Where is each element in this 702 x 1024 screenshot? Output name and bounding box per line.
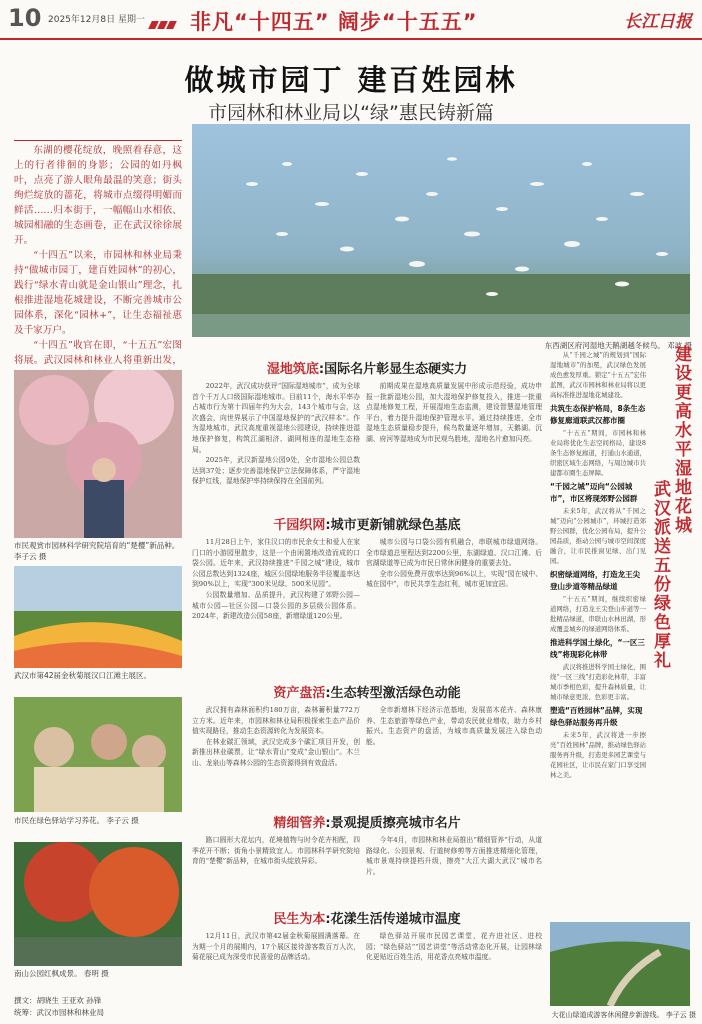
article-title: 做城市园丁 建百姓园林: [184, 63, 518, 97]
section-body-parks-cont: 城市公园与口袋公园有机融合，串联城市绿道网络。全市绿道总里程达到2200公里，东湖绿道、汉口江滩、后官湖绿道等已成为市民日常休闲健身的重要去处。 全市公园免费开放率达到96%以上，实现“园在城中、城在园中”，市民共享生态红利，城市更加宜居。: [366, 538, 542, 589]
section-body-livelihood: 12月11日，武汉市第42届金秋菊展圆满落幕。在为期一个月的展期内，17个展区接待游客数百万人次，菊花展已成为深受市民喜爱的品牌活动。: [192, 932, 360, 962]
photo-chrysanthemum-caption: 武汉市第42届金秋菊展汉口江滩主展区。: [14, 671, 152, 680]
banner-mark: [150, 14, 186, 22]
photo-red-maple-caption: 南山公园红枫成景。 春明 摄: [14, 969, 109, 978]
section-body-parks: 11月28日上午，家住汉口的市民余女士和爱人在家门口的小游园里散步，这是一个由闲置地改造而成的口袋公园。近年来，武汉持续推进“千园之城”建设，城市公园总数达到1324座，城区公园绿地服务半径覆盖率达到90%以上，实现“300米见绿、500米见园”。 公园数量增加、品质提升，武汉构建了郊野公园—城市公园—社区公园—口袋公园的多层级公园体系。2024年，新建改造公园58座，新增绿道120公里。: [192, 538, 360, 621]
intro-text: [14, 140, 182, 405]
section-heading-livelihood: 民生为本:花漾生活传递城市温度: [273, 912, 461, 927]
intro-paragraph: “十四五”收官在即，“十五五”宏图将展。武汉园林和林业人将重新出发，: [14, 340, 182, 366]
hero-photo-image: [192, 124, 690, 337]
photo-green-station: [14, 697, 182, 812]
section-body-assets: 武汉拥有森林面积约180万亩，森林蓄积量772万立方米。近年来，市园林和林业局积极探索生态产品价值实现路径，推动生态资源转化为发展资本。 在林业碳汇领域，武汉完成多个碳汇项目开发，创新推出林业碳票，让“绿水青山”变成“金山银山”。木兰山、龙泉山等森林公园的生态资源得到有效盘活。: [192, 706, 360, 767]
side-lead: 从“千园之城”的规划到“国际湿地城市”的加冕，武汉绿色发展成色愈发厚重。锁定“十五五”宏伟蓝图，武汉市园林和林业局将以更高标准推进湿地花城建设。: [550, 351, 646, 399]
section-body-livelihood-cont: 绿色驿站开展市民园艺课堂，花卉进社区、进校园；“绿色驿站”“园艺讲堂”等活动常态化开展，让园林绿化更贴近百姓生活，用花香点亮城市温度。: [366, 932, 542, 962]
header-rule: [0, 38, 702, 40]
photo-greenway-caption: 大花山绿道成游客休闲健步新游线。 李子云 摄: [551, 1011, 696, 1019]
photo-cherry-blossom-image: [14, 370, 182, 538]
section-body-maintenance: 路口圆形大花坛内，花境植物与时令花卉相配，四季花开不断；街角小景精致宜人。市园林科学研究院培育的“楚樱”新品种，在城市街头绽放异彩。: [192, 836, 360, 866]
side-heading: 推进科学国土绿化，“一区三线”将现彩化林带: [550, 638, 645, 659]
photo-red-maple-image: [14, 842, 182, 966]
side-heading: “千园之城”迈向“公园城市”，市区将现郊野公园群: [550, 482, 638, 503]
newspaper-logo: 长江日报: [624, 12, 692, 32]
photo-red-maple: [14, 842, 182, 966]
section-heading-maintenance: 精细管养:景观提质擦亮城市名片: [273, 816, 461, 831]
section-body-assets-cont: 全市新增林下经济示范基地，发展苗木花卉、森林康养、生态旅游等绿色产业，带动农民就业增收，助力乡村振兴。生态资产的盘活，为城市高质量发展注入绿色动能。: [366, 706, 542, 746]
side-heading: 塑造“百姓园林”品牌，实现绿色驿站服务再升级: [550, 706, 643, 727]
hero-photo-birds: [192, 124, 690, 337]
section-heading-wetland: 湿地筑底:国际名片彰显生态硬实力: [266, 362, 468, 377]
article-subtitle: 市园林和林业局以“绿”惠民铸新篇: [208, 102, 494, 124]
section-heading-parks: 千园织网:城市更新铺就绿色基底: [273, 518, 461, 533]
intro-paragraph: “十四五”以来，市园林和林业局秉持“做城市园丁，建百姓园林”的初心，践行“绿水青山就是金山银山”理念，扎根推进湿地花城建设，不断完善城市公园体系，深化“园林+”，让生态福祉惠及千家万户。: [14, 250, 182, 336]
intro-paragraph: 东湖的樱花绽放，晚照着春意，这上的行者徘徊的身影；公园的如丹枫叶，点亮了游人眼角最温的笑意；街头绚烂绽放的蔷花，将城市点缀得明媚而鲜活……归本街于，一幅幅山水相依、城园相融的生态画卷，正在武汉徐徐展开。: [14, 145, 182, 246]
page-number: 10: [8, 4, 42, 32]
section-heading-assets: 资产盘活:生态转型激活绿色动能: [273, 686, 461, 701]
photo-chrysanthemum-show: [14, 566, 182, 668]
hero-photo-caption: 东西湖区府河湿地天鹅湖越冬候鸟。 邓波 摄: [544, 341, 692, 350]
photo-green-station-image: [14, 697, 182, 812]
byline-writers: 撰文：胡晓生 王亚欢 孙锋: [14, 996, 102, 1005]
photo-greenway-image: [550, 922, 690, 1006]
side-heading: 织密绿道网络，打造龙王尖登山步道等精品绿道: [550, 570, 640, 591]
side-heading: 共筑生态保护格局，8条生态修复廊道联武汉都市圈: [550, 404, 646, 425]
photo-chrysanthemum-image: [14, 566, 182, 668]
photo-cherry-caption: 市民观赏市园林科学研究院培育的“楚樱”新品种。 李子云 摄: [14, 541, 180, 561]
side-title-primary: 建设更高水平湿地花城: [671, 345, 691, 535]
section-body-wetland: 2022年，武汉成功获评“国际湿地城市”，成为全球首个千万人口级国际湿地城市。目前11个，海水平率办占城市行为第十四届年约为大会，143个城市与会，这次盛会，向世界展示了中国湿地保护的“武汉样本”。作为湿地城市，武汉高度重视湿地公园建设，持续推进湿地保护修复，构筑江湖相济、湖网相连的湿地生态格局。 2025年，武汉新湿地公园9处，全市湿地公园总数达到37处；逐步完善湿地保护立法保障体系，严守湿地保护红线，湿地保护率持续保持在全国前列。: [192, 382, 360, 486]
byline-coordinator: 统筹：武汉市园林和林业局: [14, 1008, 104, 1017]
side-column-text: 从“千园之城”的规划到“国际湿地城市”的加冕，武汉绿色发展成色愈发厚重。锁定“十五五”宏伟蓝图，武汉市园林和林业局将以更高标准推进湿地花城建设。 共筑生态保护格局，8条生态修复廊道联武汉都市圈 “十五五”期间，市园林和林业局将优化生态空间格局，建设8条生态修复廊道，打通山水通道，织密区域生态网络，与周边城市共建都市圈生态屏障。 “千园之城”迈向“公园城市”，市区将现郊野公园群 未来5年，武汉将从“千园之城”迈向“公园城市”，环城打造郊野公园群，优化公园布局，提升公园品质，推动公园与城市空间深度融合，让市民推窗见绿、出门见园。 织密绿道网络，打造龙王尖登山步道等精品绿道 “十五五”期间，继续织密绿道网络，打造龙王尖登山步道等一批精品绿道，串联山水林田湖，形成覆盖城乡的绿道网络体系。 推进科学国土绿化，“一区三线”将现彩化林带 武汉将推进科学国土绿化，围绕“一区三线”打造彩化林带，丰富城市季相色彩，提升森林质量，让城市绿意更浓、色彩更丰富。 塑造“百姓园林”品牌，实现绿色驿站服务再升级 未来5年，武汉将进一步擦亮“百姓园林”品牌，推动绿色驿站服务再升级，打造更多园艺课堂与花园社区，让市民在家门口享受园林之美。: [550, 351, 646, 779]
issue-date: 2025年12月8日 星期一: [48, 15, 145, 25]
photo-greenway: [550, 922, 690, 1006]
section-body-wetland-cont: 前期成果在湿地高质量发展中形成示范经验，成功申报一批新湿地公园，加大湿地保护修复投入，推进一批重点湿地修复工程，开展湿地生态监测，建设智慧湿地管理平台，着力提升湿地保护管理水平。通过持续推进，全市湿地生态质量稳步提升，候鸟数量逐年增加，天鹅湖、沉湖、府河等湿地成为市民观鸟胜地，湿地名片愈加闪亮。: [366, 382, 542, 443]
side-title-secondary: 武汉派送五份绿色厚礼: [650, 480, 670, 670]
section-body-maintenance-cont: 今年4月，市园林和林业局推出“精细管养”行动，从道路绿化、公园景观、行道树修剪等方面推进精细化管理，城市景观持续提档升级，擦亮“大江大湖大武汉”城市名片。: [366, 836, 542, 876]
photo-green-station-caption: 市民在绿色驿站学习养花。 李子云 摄: [14, 816, 139, 825]
photo-cherry-blossom: [14, 370, 182, 538]
section-banner: 非凡“十四五” 阔步“十五五”: [190, 10, 478, 34]
